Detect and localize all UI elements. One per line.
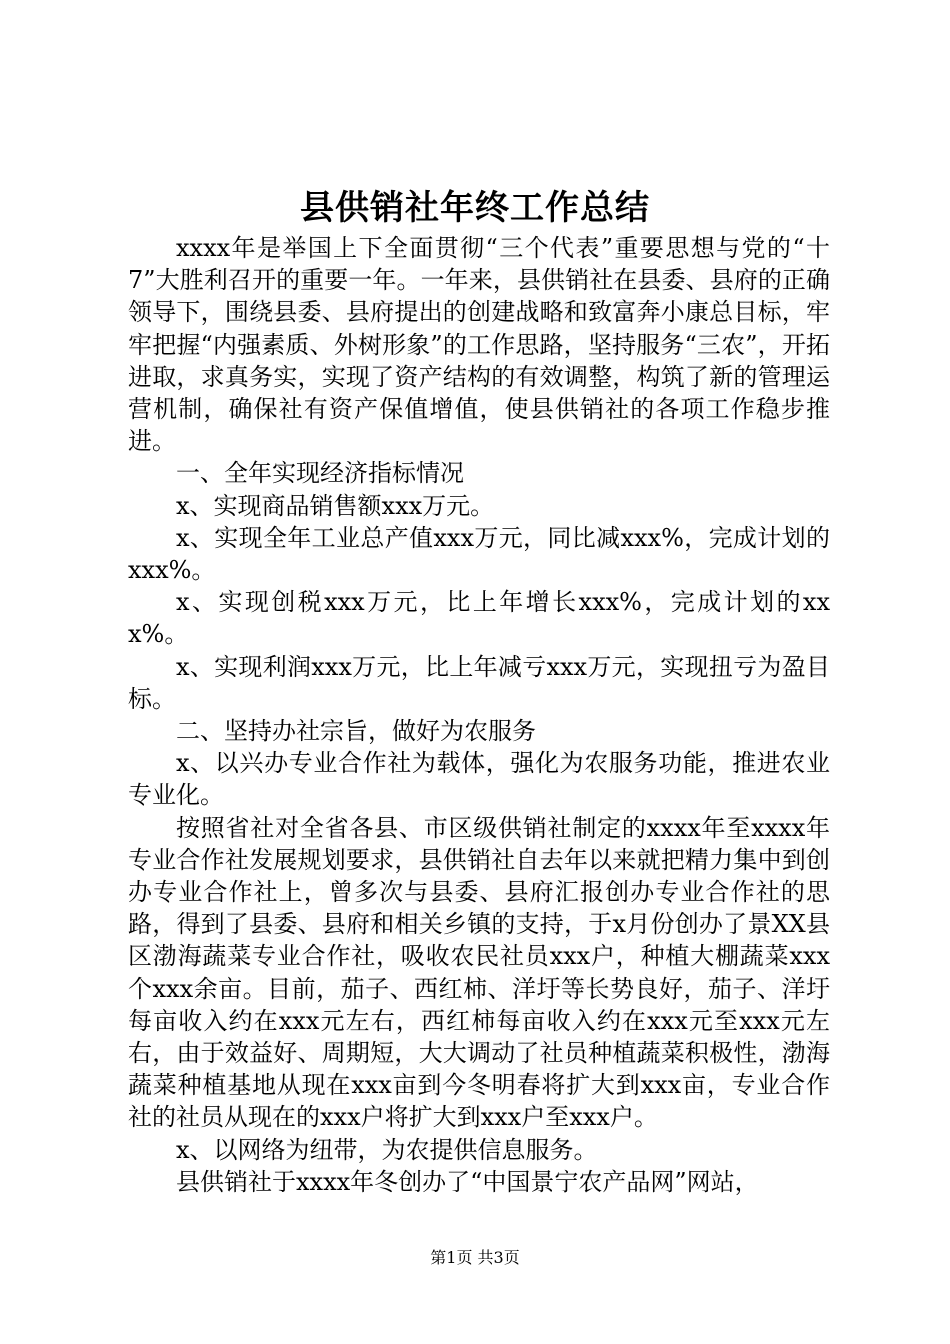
- page-footer: 第1页 共3页: [430, 1248, 520, 1267]
- paragraph-tax: x、实现创税xxx万元，比上年增长xxx%，完成计划的xxx%。: [128, 588, 830, 649]
- section-heading-1: 一、全年实现经济指标情况: [176, 459, 464, 488]
- paragraph-network-heading: x、以网络为纽带，为农提供信息服务。: [176, 1135, 598, 1164]
- document-title: 县供销社年终工作总结: [300, 188, 650, 228]
- section-heading-2: 二、坚持办社宗旨，做好为农服务: [176, 717, 536, 746]
- paragraph-sales: x、实现商品销售额xxx万元。: [176, 491, 495, 520]
- paragraph-output: x、实现全年工业总产值xxx万元，同比减xxx%，完成计划的xxx%。: [128, 523, 830, 585]
- paragraph-cooperative-detail: 按照省社对全省各县、市区级供销社制定的xxxx年至xxxx年专业合作社发展规划要求，县供销社自去年以来就把精力集中到创办专业合作社上，曾多次与县委、县府汇报创办专业合作社的思路，得到了县委、县府和相关乡镇的支持，于x月份创办了景XX县区渤海蔬菜专业合作社，吸收农民社员xxx户，种植大棚蔬菜xxx个xxx余亩。目前，茄子、西红柿、洋圩等长势良好，茄子、洋圩每亩收入约在xxx元左右，西红柿每亩收入约在xxx元至xxx元左右，由于效益好、周期短，大大调动了社员种植蔬菜积极性，渤海蔬菜种植基地从现在xxx亩到今冬明春将扩大到xxx亩，专业合作社的社员从现在的xxx户将扩大到xxx户至xxx户。: [128, 813, 830, 1132]
- paragraph-profit: x、实现利润xxx万元，比上年减亏xxx万元，实现扭亏为盈目标。: [128, 652, 830, 713]
- paragraph-cooperative-heading: x、以兴办专业合作社为载体，强化为农服务功能，推进农业专业化。: [128, 749, 830, 810]
- paragraph-intro: xxxx年是举国上下全面贯彻“三个代表”重要思想与党的“十7”大胜利召开的重要一年。一年来，县供销社在县委、县府的正确领导下，围绕县委、县府提出的创建战略和致富奔小康总目标，牢牢把握“内强素质、外树形象”的工作思路，坚持服务“三农”，开拓进取，求真务实，实现了资产结构的有效调整，构筑了新的管理运营机制，确保社有资产保值增值，使县供销社的各项工作稳步推进。: [128, 234, 830, 456]
- paragraph-network-detail: 县供销社于xxxx年冬创办了“中国景宁农产品网”网站，: [176, 1167, 759, 1196]
- document-body: [128, 232, 830, 1198]
